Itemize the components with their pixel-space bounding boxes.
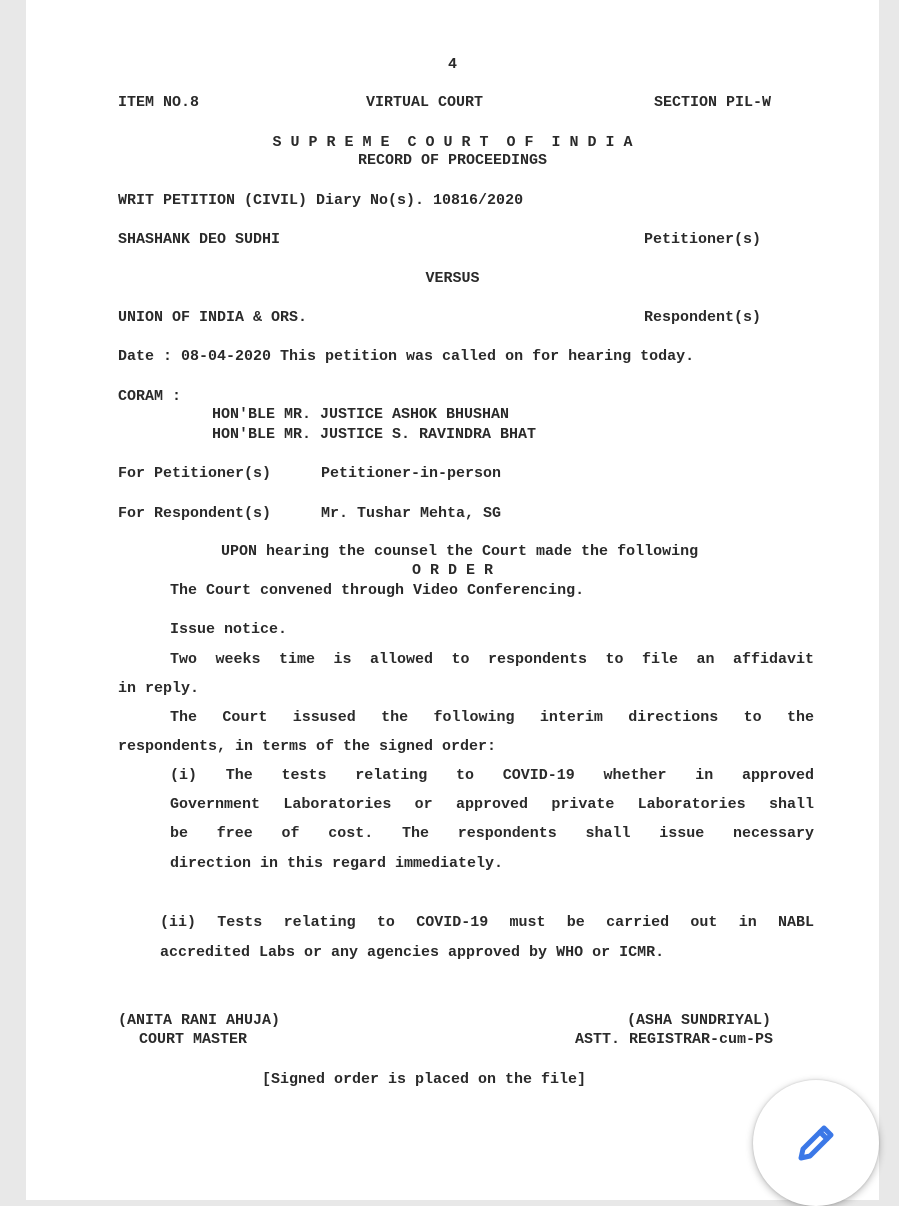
direction-1-line-2: Government Laboratories or approved private Laboratories shall [170, 796, 814, 813]
petitioner-role: Petitioner(s) [644, 231, 762, 248]
for-petitioner-value: Petitioner-in-person [321, 465, 502, 482]
signatory-right-name: (ASHA SUNDRIYAL) [627, 1012, 772, 1029]
item-number: ITEM NO.8 [118, 94, 200, 111]
for-respondent-label: For Respondent(s) [118, 505, 272, 522]
for-respondent-value: Mr. Tushar Mehta, SG [321, 505, 502, 522]
footer-note: [Signed order is placed on the file] [262, 1071, 587, 1088]
signatory-right-title: ASTT. REGISTRAR-cum-PS [575, 1031, 774, 1048]
page-number: 4 [447, 56, 457, 73]
section-label: SECTION PIL-W [654, 94, 772, 111]
edit-fab-button[interactable] [753, 1080, 879, 1206]
order-interim-line-2: respondents, in terms of the signed order: [118, 738, 497, 755]
order-convened: The Court convened through Video Conferencing. [170, 582, 585, 599]
document-page [26, 0, 879, 1200]
signatory-left-name: (ANITA RANI AHUJA) [118, 1012, 281, 1029]
upon-hearing: UPON hearing the counsel the Court made the following [221, 543, 699, 560]
case-line: WRIT PETITION (CIVIL) Diary No(s). 10816/2020 [118, 192, 524, 209]
order-two-weeks-line-1: Two weeks time is allowed to respondents to file an affidavit [170, 651, 814, 668]
for-petitioner-label: For Petitioner(s) [118, 465, 272, 482]
court-type: VIRTUAL COURT [366, 94, 484, 111]
direction-2-line-1: (ii) Tests relating to COVID-19 must be carried out in NABL [160, 914, 814, 931]
direction-1-line-3: be free of cost. The respondents shall issue necessary [170, 825, 814, 842]
date-line: Date : 08-04-2020 This petition was called on for hearing today. [118, 348, 695, 365]
order-heading: O R D E R [411, 562, 493, 579]
order-issue-notice: Issue notice. [170, 621, 288, 638]
versus-label: VERSUS [425, 270, 480, 287]
order-two-weeks-line-2: in reply. [118, 680, 200, 697]
direction-1-line-1: (i) The tests relating to COVID-19 whether in approved [170, 767, 814, 784]
respondent-name: UNION OF INDIA & ORS. [118, 309, 308, 326]
judge-1: HON'BLE MR. JUSTICE ASHOK BHUSHAN [212, 406, 510, 423]
judge-2: HON'BLE MR. JUSTICE S. RAVINDRA BHAT [212, 426, 537, 443]
court-name: S U P R E M E C O U R T O F I N D I A [272, 134, 633, 151]
record-title: RECORD OF PROCEEDINGS [357, 152, 548, 169]
signatory-left-title: COURT MASTER [139, 1031, 248, 1048]
order-interim-line-1: The Court issused the following interim directions to the [170, 709, 814, 726]
direction-2-line-2: accredited Labs or any agencies approved by WHO or ICMR. [160, 944, 665, 961]
pencil-icon [791, 1118, 841, 1168]
respondent-role: Respondent(s) [644, 309, 762, 326]
coram-label: CORAM : [118, 388, 182, 405]
petitioner-name: SHASHANK DEO SUDHI [118, 231, 281, 248]
direction-1-line-4: direction in this regard immediately. [170, 855, 504, 872]
